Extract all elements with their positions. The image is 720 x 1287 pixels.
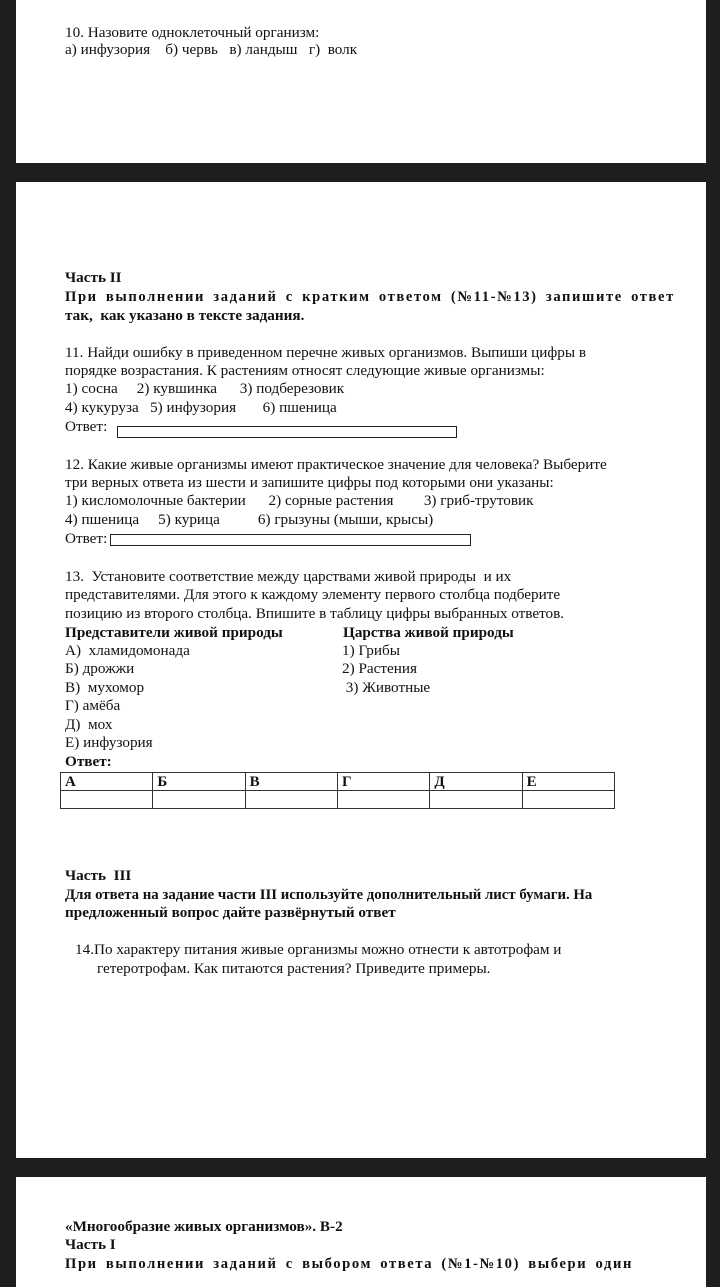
q13-kingdom: 2) Растения	[342, 660, 417, 677]
answer-table-header: В	[245, 773, 337, 791]
answer-table-header: Е	[522, 773, 614, 791]
q14-line1: 14.По характеру питания живые организмы можно отнести к автотрофам и	[75, 941, 562, 958]
q13-line1: 13. Установите соответствие между царствами живой природы и их	[65, 568, 512, 585]
q13-line3: позицию из второго столбца. Впишите в таблицу цифры выбранных ответов.	[65, 605, 565, 622]
q12-options-line2: 4) пшеница 5) курица 6) грызуны (мыши, крысы)	[65, 511, 434, 528]
q11-answer-label: Ответ:	[65, 418, 108, 435]
q12-answer-label: Ответ:	[65, 530, 108, 547]
q14-line2: гетеротрофам. Как питаются растения? Приведите примеры.	[97, 960, 491, 977]
answer-table-header: Б	[153, 773, 245, 791]
q13-representative: Б) дрожжи	[65, 660, 135, 677]
q12-line1: 12. Какие живые организмы имеют практическое значение для человека? Выберите	[65, 456, 607, 473]
q13-representative: Д) мох	[65, 716, 113, 733]
answer-table-cell[interactable]	[61, 791, 153, 809]
part2-instruction-line2: так, как указано в тексте задания.	[65, 307, 305, 324]
q12-answer-field[interactable]	[110, 534, 471, 546]
answer-table-cell[interactable]	[430, 791, 522, 809]
q13-col1-header: Представители живой природы	[65, 624, 283, 641]
q12-options-line1: 1) кисломолочные бактерии 2) сорные растения 3) гриб-трутовик	[65, 492, 534, 509]
q13-representative: В) мухомор	[65, 679, 145, 696]
answer-table-cell[interactable]	[153, 791, 245, 809]
part2-instruction-line1: При выполнении заданий с кратким ответом (№11-№13) запишите ответ	[65, 289, 675, 305]
answer-table-cell[interactable]	[522, 791, 614, 809]
document-page-3	[16, 1177, 706, 1287]
answer-table-cell[interactable]	[245, 791, 337, 809]
q13-answer-label: Ответ:	[65, 753, 112, 770]
answer-table-header-row	[61, 773, 615, 791]
page3-title: «Многообразие живых организмов». В-2	[65, 1218, 343, 1235]
answer-table-header: Д	[430, 773, 522, 791]
q13-kingdom: 3) Животные	[342, 679, 431, 696]
q13-line2: представителями. Для этого к каждому элементу первого столбца подберите	[65, 586, 561, 603]
part3-title: Часть III	[65, 867, 132, 884]
part3-instruction-line1: Для ответа на задание части III используйте дополнительный лист бумаги. На	[65, 887, 593, 903]
q11-options-line1: 1) сосна 2) кувшинка 3) подберезовик	[65, 380, 345, 397]
q13-kingdom: 1) Грибы	[342, 642, 400, 659]
q10-options: а) инфузория б) червь в) ландыш г) волк	[65, 41, 358, 58]
answer-table-header: А	[61, 773, 153, 791]
q13-answer-table	[60, 772, 615, 809]
q13-representative: Е) инфузория	[65, 734, 153, 751]
q13-representative: А) хламидомонада	[65, 642, 190, 659]
part3-instruction-line2: предложенный вопрос дайте развёрнутый ответ	[65, 904, 396, 921]
q12-line2: три верных ответа из шести и запишите цифры под которыми они указаны:	[65, 474, 554, 491]
part2-title: Часть II	[65, 269, 122, 286]
answer-table-cell[interactable]	[337, 791, 429, 809]
q10-question: 10. Назовите одноклеточный организм:	[65, 24, 320, 41]
part1-instruction-line1: При выполнении заданий с выбором ответа (№1-№10) выбери один	[65, 1256, 633, 1272]
answer-table-value-row	[61, 791, 615, 809]
document-page-1	[16, 0, 706, 163]
q13-col2-header: Царства живой природы	[343, 624, 514, 641]
q11-answer-field[interactable]	[117, 426, 457, 438]
q11-line2: порядке возрастания. К растениям относят следующие живые организмы:	[65, 362, 545, 379]
q11-options-line2: 4) кукуруза 5) инфузория 6) пшеница	[65, 399, 337, 416]
q11-line1: 11. Найди ошибку в приведенном перечне живых организмов. Выпиши цифры в	[65, 344, 587, 361]
q13-representative: Г) амёба	[65, 697, 121, 714]
document-page-2	[16, 182, 706, 1158]
part1-title: Часть I	[65, 1236, 116, 1253]
answer-table-header: Г	[337, 773, 429, 791]
